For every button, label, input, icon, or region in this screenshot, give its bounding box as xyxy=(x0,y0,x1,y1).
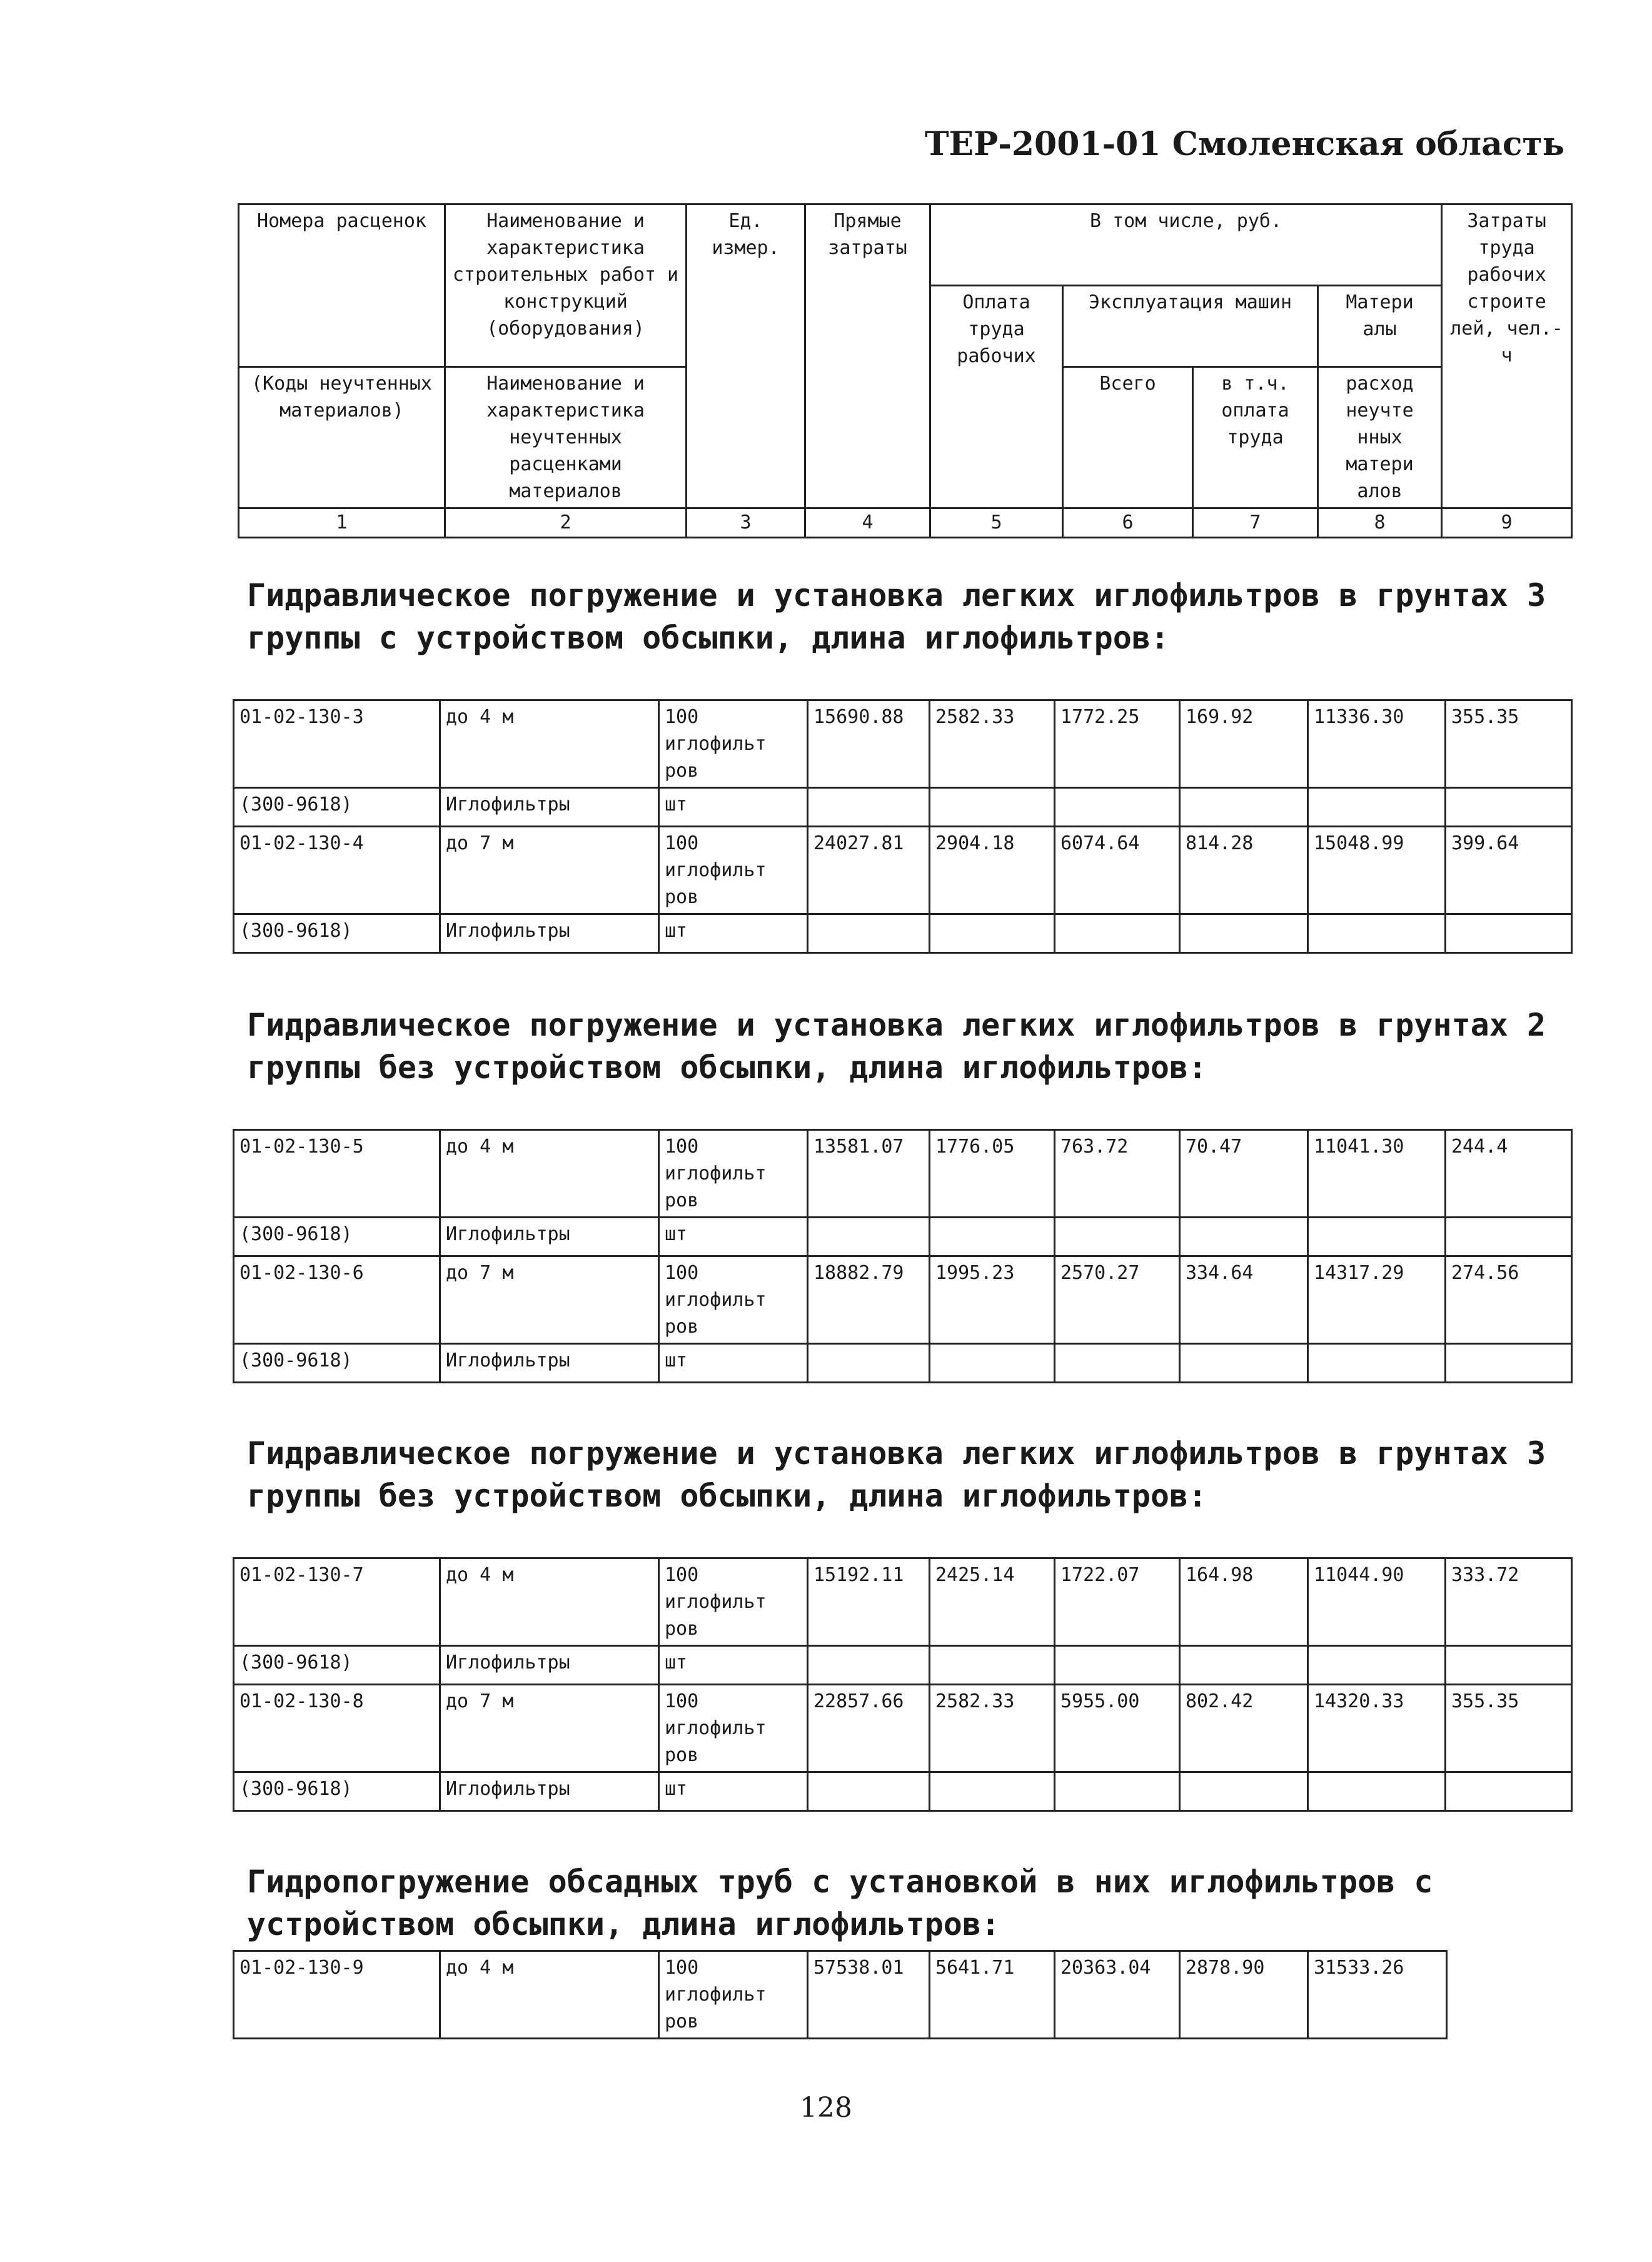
labor-pay: 2582.33 xyxy=(930,700,1055,788)
direct-costs: 15192.11 xyxy=(808,1558,930,1646)
machines-labor: 164.98 xyxy=(1180,1558,1308,1646)
col-number: 2 xyxy=(445,508,687,538)
section-heading: Гидравлическое погружение и установка легких иглофильтров в грунтах 3 группы без устройством обсыпки, длина иглофильтров: xyxy=(247,1435,1546,1514)
materials: 14320.33 xyxy=(1308,1685,1446,1772)
header-col6: Всего xyxy=(1063,367,1193,508)
table-row xyxy=(234,1256,1572,1344)
machines-total: 2570.27 xyxy=(1055,1256,1180,1344)
labor-pay: 2425.14 xyxy=(930,1558,1055,1646)
work-name: до 7 м xyxy=(440,827,659,914)
col-number: 9 xyxy=(1442,508,1572,538)
unit: 100 иглофильт ров xyxy=(659,1558,808,1646)
unit: шт xyxy=(659,1344,808,1383)
header-col7: в т.ч. оплата труда xyxy=(1193,367,1318,508)
rate-code: 01-02-130-7 xyxy=(234,1558,440,1646)
material-name: Иглофильтры xyxy=(440,1344,659,1383)
rates-table xyxy=(233,1129,1573,1383)
materials: 15048.99 xyxy=(1308,827,1446,914)
machines-total: 6074.64 xyxy=(1055,827,1180,914)
direct-costs: 18882.79 xyxy=(808,1256,930,1344)
header-col8b: расход неучте нных матери алов xyxy=(1318,367,1442,508)
machines-labor: 2878.90 xyxy=(1180,1951,1308,2039)
work-name: до 7 м xyxy=(440,1256,659,1344)
material-code: (300-9618) xyxy=(234,1646,440,1685)
machines-total: 1772.25 xyxy=(1055,700,1180,788)
table-row xyxy=(234,914,1572,953)
col-number: 7 xyxy=(1193,508,1318,538)
rate-code: 01-02-130-8 xyxy=(234,1685,440,1772)
unit: 100 иглофильт ров xyxy=(659,700,808,788)
unit: 100 иглофильт ров xyxy=(659,827,808,914)
materials: 11044.90 xyxy=(1308,1558,1446,1646)
direct-costs: 24027.81 xyxy=(808,827,930,914)
labor-pay: 1776.05 xyxy=(930,1130,1055,1218)
col-number: 3 xyxy=(687,508,805,538)
col-number: 8 xyxy=(1318,508,1442,538)
material-name: Иглофильтры xyxy=(440,788,659,827)
labor-hours: 244.4 xyxy=(1446,1130,1572,1218)
labor-hours: 274.56 xyxy=(1446,1256,1572,1344)
material-name: Иглофильтры xyxy=(440,914,659,953)
material-code: (300-9618) xyxy=(234,1772,440,1811)
rate-code: 01-02-130-9 xyxy=(234,1951,440,2039)
labor-hours: 399.64 xyxy=(1446,827,1572,914)
machines-labor: 334.64 xyxy=(1180,1256,1308,1344)
direct-costs: 13581.07 xyxy=(808,1130,930,1218)
labor-pay: 2904.18 xyxy=(930,827,1055,914)
table-row xyxy=(234,1558,1572,1646)
material-name: Иглофильтры xyxy=(440,1218,659,1256)
table-row xyxy=(234,1130,1572,1218)
unit: шт xyxy=(659,1646,808,1685)
table-row xyxy=(234,1772,1572,1811)
table-row xyxy=(234,788,1572,827)
section-heading: Гидравлическое погружение и установка легких иглофильтров в грунтах 2 группы без устройством обсыпки, длина иглофильтров: xyxy=(247,1007,1546,1086)
labor-pay: 1995.23 xyxy=(930,1256,1055,1344)
header-including: В том числе, руб. xyxy=(930,204,1442,286)
header-col2b: Наименование и характеристика неучтенных расценками материалов xyxy=(445,367,687,508)
machines-labor: 802.42 xyxy=(1180,1685,1308,1772)
machines-total: 763.72 xyxy=(1055,1130,1180,1218)
material-code: (300-9618) xyxy=(234,1344,440,1383)
header-col1b: (Коды неучтенных материалов) xyxy=(239,367,445,508)
header-col9: Затраты труда рабочих строите лей, чел.-ч xyxy=(1442,204,1572,508)
table-row xyxy=(234,1218,1572,1256)
header-col2: Наименование и характеристика строительных работ и конструкций (оборудования) xyxy=(445,204,687,367)
materials: 31533.26 xyxy=(1308,1951,1447,2039)
unit: шт xyxy=(659,788,808,827)
material-name: Иглофильтры xyxy=(440,1646,659,1685)
labor-hours: 355.35 xyxy=(1446,700,1572,788)
material-code: (300-9618) xyxy=(234,914,440,953)
table-row xyxy=(234,1951,1447,2039)
col-number: 4 xyxy=(805,508,930,538)
material-name: Иглофильтры xyxy=(440,1772,659,1811)
machines-labor: 169.92 xyxy=(1180,700,1308,788)
machines-total: 5955.00 xyxy=(1055,1685,1180,1772)
direct-costs: 15690.88 xyxy=(808,700,930,788)
machines-total: 1722.07 xyxy=(1055,1558,1180,1646)
header-table xyxy=(238,203,1573,538)
labor-pay: 5641.71 xyxy=(930,1951,1055,2039)
page-number: 128 xyxy=(800,2092,852,2124)
rate-code: 01-02-130-5 xyxy=(234,1130,440,1218)
col-number: 5 xyxy=(930,508,1063,538)
header-col1: Номера расценок xyxy=(239,204,445,367)
unit: 100 иглофильт ров xyxy=(659,1685,808,1772)
work-name: до 4 м xyxy=(440,1558,659,1646)
unit: шт xyxy=(659,1772,808,1811)
direct-costs: 22857.66 xyxy=(808,1685,930,1772)
direct-costs: 57538.01 xyxy=(808,1951,930,2039)
materials: 14317.29 xyxy=(1308,1256,1446,1344)
table-row xyxy=(234,1685,1572,1772)
material-code: (300-9618) xyxy=(234,1218,440,1256)
unit: 100 иглофильт ров xyxy=(659,1951,808,2039)
unit: шт xyxy=(659,914,808,953)
unit: шт xyxy=(659,1218,808,1256)
header-col4: Прямые затраты xyxy=(805,204,930,508)
work-name: до 7 м xyxy=(440,1685,659,1772)
work-name: до 4 м xyxy=(440,700,659,788)
materials: 11336.30 xyxy=(1308,700,1446,788)
machines-labor: 70.47 xyxy=(1180,1130,1308,1218)
rate-code: 01-02-130-4 xyxy=(234,827,440,914)
col-number: 6 xyxy=(1063,508,1193,538)
col-number: 1 xyxy=(239,508,445,538)
table-row xyxy=(234,827,1572,914)
document-title: ТЕР-2001-01 Смоленская область xyxy=(924,125,1564,163)
rate-code: 01-02-130-6 xyxy=(234,1256,440,1344)
unit: 100 иглофильт ров xyxy=(659,1256,808,1344)
table-row xyxy=(234,1646,1572,1685)
labor-hours: 333.72 xyxy=(1446,1558,1572,1646)
section-heading: Гидравлическое погружение и установка легких иглофильтров в грунтах 3 группы с устройством обсыпки, длина иглофильтров: xyxy=(247,577,1546,656)
section-heading: Гидропогружение обсадных труб с установкой в них иглофильтров с устройством обсыпки, длина иглофильтров: xyxy=(247,1864,1433,1942)
machines-labor: 814.28 xyxy=(1180,827,1308,914)
machines-total: 20363.04 xyxy=(1055,1951,1180,2039)
rates-table xyxy=(233,699,1573,954)
table-row xyxy=(234,700,1572,788)
work-name: до 4 м xyxy=(440,1130,659,1218)
material-code: (300-9618) xyxy=(234,788,440,827)
rates-table xyxy=(233,1557,1573,1812)
work-name: до 4 м xyxy=(440,1951,659,2039)
materials: 11041.30 xyxy=(1308,1130,1446,1218)
header-col3: Ед. измер. xyxy=(687,204,805,508)
unit: 100 иглофильт ров xyxy=(659,1130,808,1218)
header-machines: Эксплуатация машин xyxy=(1063,286,1318,367)
labor-pay: 2582.33 xyxy=(930,1685,1055,1772)
rate-code: 01-02-130-3 xyxy=(234,700,440,788)
rates-table xyxy=(233,1950,1448,2039)
labor-hours: 355.35 xyxy=(1446,1685,1572,1772)
table-row xyxy=(234,1344,1572,1383)
header-col5: Оплата труда рабочих xyxy=(930,286,1063,508)
header-col8: Матери алы xyxy=(1318,286,1442,367)
